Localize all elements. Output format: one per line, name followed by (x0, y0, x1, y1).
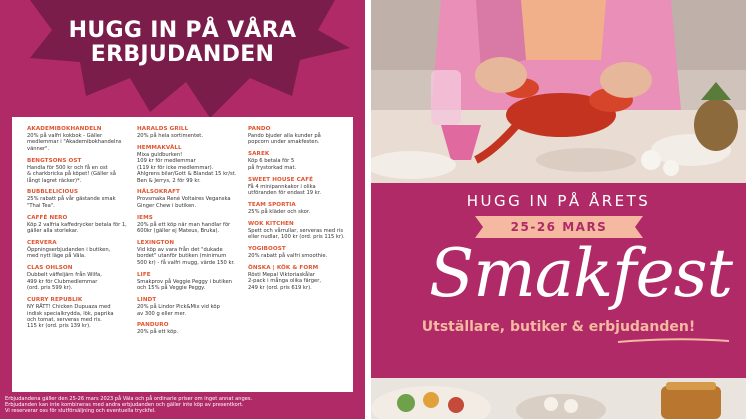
store-offer (27, 240, 132, 260)
store-description: Spett och vårrullar, serveras med ris eller nudlar, 100 kr (ord. pris 115 kr). (248, 227, 345, 241)
store-name: PANDO (248, 126, 271, 132)
store-name: LIFE (137, 271, 151, 278)
store-name: LINDT (137, 297, 157, 304)
store-offer (137, 126, 242, 139)
event-tagline: Utställare, butiker & erbjudanden! (421, 319, 696, 335)
store-description: Pando bjuder alla kunder på popcorn under smakfesten. (248, 133, 321, 146)
store-name: BUBBLELICIOUS (27, 189, 79, 196)
store-name: BENGTSONS OST (27, 157, 82, 164)
store-description: Öppningserbjudanden i butiken, med nytt läge på Väla. (27, 247, 111, 260)
store-name: CERVERA (27, 240, 57, 247)
store-name: PANDURO (137, 322, 169, 329)
store-offer (137, 240, 242, 266)
event-poster-page (371, 0, 746, 419)
store-name: WOK KITCHEN (248, 220, 294, 227)
store-offer (27, 158, 132, 184)
store-offer (248, 265, 353, 291)
store-description: Vid köp av vara från det "dukade bordet" utanför butiken (minimum 500 kr) - få valfri mugg, värde 150 kr. (137, 247, 235, 266)
store-offer (137, 215, 242, 235)
offers-page (0, 0, 365, 419)
store-offer (137, 322, 242, 335)
store-offer (27, 265, 132, 291)
store-name: YOGIBOOST (248, 246, 286, 253)
store-description: Få 4 minipannkakor i olika utföranden för endast 19 kr. (248, 183, 322, 197)
store-offer (137, 189, 242, 209)
store-description: 20% på ett köp när man handlar för 600kr (gäller ej Mateus, Bruka). (137, 221, 231, 235)
store-offer (27, 297, 132, 330)
offers-column-2 (137, 126, 242, 341)
store-name: HEMMAKVÄLL (137, 144, 182, 151)
lobster-dinner-photo (371, 0, 746, 183)
store-name: HARALDS GRILL (137, 126, 189, 132)
footnote-line-1: Erbjudandena gäller den 25-26 mars 2023 på Väla och på ordinarie priser om inget annat anges. (5, 396, 253, 402)
store-description: Mixa guldburken! 109 kr för medlemmar (119 kr för icke medlemmar). Ahlgrens bilar/Gott & Blandat 15 kr/st. Ben & Jerrys, 2 för 99 kr. (137, 151, 237, 184)
store-offer (248, 246, 353, 259)
headline-line-1: HUGG IN PÅ VÅRA (68, 18, 297, 43)
store-offer (137, 297, 242, 317)
store-offer (248, 202, 353, 215)
store-name: ÖNSKA | KÖK & FORM (248, 265, 319, 272)
footnote-line-2: Erbjudanden kan inte kombineras med andra erbjudanden och gäller inte köp av presentkort. (5, 402, 244, 409)
store-offer (27, 215, 132, 235)
store-description: Provsmaka René Voltaires Veganska Ginger Chew i butiken. (137, 196, 231, 209)
store-description: Köp 2 valfria kaffedrycker betala för 1, gäller alla storlekar. (27, 221, 127, 235)
event-dates: 25-26 MARS (510, 220, 608, 234)
store-description: 20% rabatt på valfri smoothie. (248, 253, 328, 260)
event-subtitle: HUGG IN PÅ ÅRETS (466, 192, 651, 210)
store-name: LEXINGTON (137, 240, 175, 247)
event-title: Smakfest (429, 235, 733, 312)
store-description: 20% på Lindor Pick&Mix vid köp av 300 g eller mer. (137, 304, 220, 317)
store-offer (137, 145, 242, 184)
store-description: NY RÄTT! Chicken Dupuaza med indisk specialkryddа, lök, paprika och tomat, serveras med ris. 115 kr (ord. pris 139 kr). (27, 304, 114, 330)
store-description: Köp 6 betala för 5 på frystorkad mat. (248, 158, 297, 171)
store-offer (248, 151, 353, 171)
store-offer (27, 126, 132, 152)
store-description: 25% rabatt på vår gästande smak "Thai Tea". (27, 196, 116, 209)
store-name: TEAM SPORTIA (248, 201, 296, 208)
store-name: HÄLSOKRAFT (137, 189, 180, 196)
footnote-line-3: Vi reserverar oss för slutförsäljning och eventuella tryckfel. (5, 408, 156, 415)
store-offer (27, 189, 132, 209)
store-name: CAFFÉ NERO (27, 214, 68, 221)
store-description: 20% på valfri kokbok - Gäller medlemmar i "Akademibokhandelns vänner". (27, 133, 122, 152)
offers-column-3 (248, 126, 353, 297)
store-name: AKADEMIBOKHANDELN (27, 126, 102, 132)
terms-footnote (5, 396, 360, 415)
store-description: Rösti Mepal Viktoriaskålar 2-pack i många olika färger, 249 kr (ord. pris 619 kr). (248, 272, 321, 291)
store-name: CLAS OHLSON (27, 265, 73, 272)
store-description: Dubbelt väffeljärn från Wilfa, 499 kr för Clubmedlemmar (ord. pris 599 kr). (27, 272, 102, 292)
store-offer (248, 177, 353, 197)
offers-panel (12, 117, 353, 392)
store-name: CURRY REPUBLIK (27, 297, 83, 304)
store-description: 25% på kläder och skor. (248, 208, 311, 215)
store-offer (137, 272, 242, 292)
store-offer (248, 221, 353, 241)
store-description: 20% på hela sortimentet. (137, 133, 203, 139)
underline-swoosh (616, 337, 731, 345)
store-description: Smakprov på Veggie Peggy i butiken och 15% på Veggie Peggy. (137, 278, 232, 292)
store-description: Handla för 500 kr och få en ost & charkbricka på köpet! (Gäller så långt lagret räcker)*. (27, 164, 116, 184)
headline-line-2: ERBJUDANDEN (90, 42, 275, 67)
store-name: SWEET HOUSE CAFÉ (248, 176, 314, 183)
offers-column-1 (27, 126, 132, 335)
store-offer (248, 126, 353, 146)
store-name: IEMS (137, 214, 153, 221)
store-description: 20% på ett köp. (137, 329, 179, 336)
store-name: SAREK (248, 151, 270, 158)
food-photo-strip (371, 378, 746, 419)
